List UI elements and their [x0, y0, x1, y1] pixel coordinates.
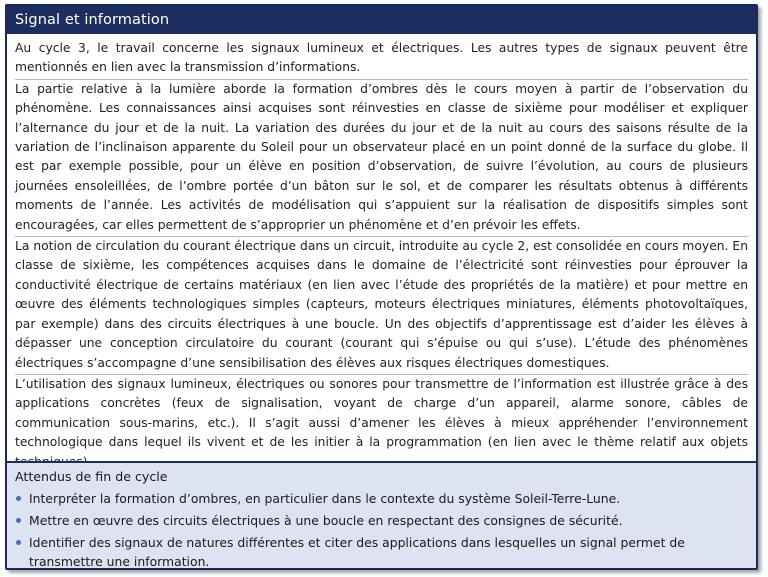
list-item — [15, 489, 748, 508]
list-item-text: Interpréter la formation d’ombres, en particulier dans le contexte du système Soleil-Terre-Lune. — [29, 491, 621, 506]
bullet-icon — [16, 496, 21, 501]
section-title: Signal et information — [15, 12, 170, 28]
expected-outcomes-title: Attendus de fin de cycle — [15, 469, 168, 484]
expected-outcomes-list — [15, 489, 748, 570]
bullet-icon — [16, 540, 21, 545]
content-box — [5, 4, 758, 570]
paragraph-light: La partie relative à la lumière aborde la formation d’ombres dès le cours moyen à partir de l’observation du phénomène. Les connaissances ainsi acquises sont réinvesties en classe de sixième pour modéliser et expliquer l’alternance du jour et de la nuit. La variation des durées du jour et de la nuit au cours des saisons résulte de la variation de l’inclinaison apparente du Soleil pour un observateur placé en un point donné de la surface du globe. Il est par exemple possible, pour un élève en position d’observation, de suivre l’évolution, au cours de plusieurs journées ensoleillées, de l’ombre portée d’un bâton sur le sol, et de comparer les résultats obtenus à différents moments de l’année. Les activités de modélisation qui s’appuient sur la réalisation de dispositifs simples sont encouragées, car elles permettent de s’approprier un phénomène et d’en prévoir les effets. — [15, 81, 748, 232]
list-item-text: Identifier des signaux de natures différentes et citer des applications dans lesquelles un signal permet de transmettre une information. — [29, 535, 685, 569]
paragraph-electricity: La notion de circulation du courant électrique dans un circuit, introduite au cycle 2, est consolidée en cours moyen. En classe de sixième, les compétences acquises dans le domaine de l’électricité sont réinvesties pour éprouver la conductivité électrique de certains matériaux (en lien avec l’étude des propriétés de la matière) et pour mettre en œuvre des éléments technologiques simples (capteurs, moteurs électriques miniatures, éléments photovoltaïques, par exemple) dans des circuits électriques à une boucle. Un des objectifs d’apprentissage est d’aider les élèves à dépasser une conception circulatoire du courant (courant qui s’épuise ou qui s’use). L’étude des phénomènes électriques s’accompagne d’une sensibilisation des élèves aux risques électriques domestiques. — [15, 239, 748, 370]
list-item-text: Mettre en œuvre des circuits électriques à une boucle en respectant des consignes de sécurité. — [29, 513, 623, 528]
expected-outcomes-box — [7, 461, 756, 568]
list-item — [15, 533, 748, 570]
paragraph-intro: Au cycle 3, le travail concerne les signaux lumineux et électriques. Les autres types de signaux peuvent être mentionnés en lien avec la transmission d’informations. — [15, 41, 748, 75]
bullet-icon — [16, 518, 21, 523]
paragraph-signals: L’utilisation des signaux lumineux, électriques ou sonores pour transmettre de l’information est illustrée grâce à des applications concrètes (feux de signalisation, voyant de charge d’un appareil, alarme sonore, câbles de communication sous-marins, etc.). Il s’agit aussi d’amener les élèves à mieux appréhender l’environnement technologique dans lequel ils vivent et de les initier à la programmation (en lien avec le thème relatif aux objets — [15, 376, 748, 450]
section-header — [7, 6, 756, 34]
body-text — [7, 34, 756, 472]
list-item — [15, 511, 748, 530]
